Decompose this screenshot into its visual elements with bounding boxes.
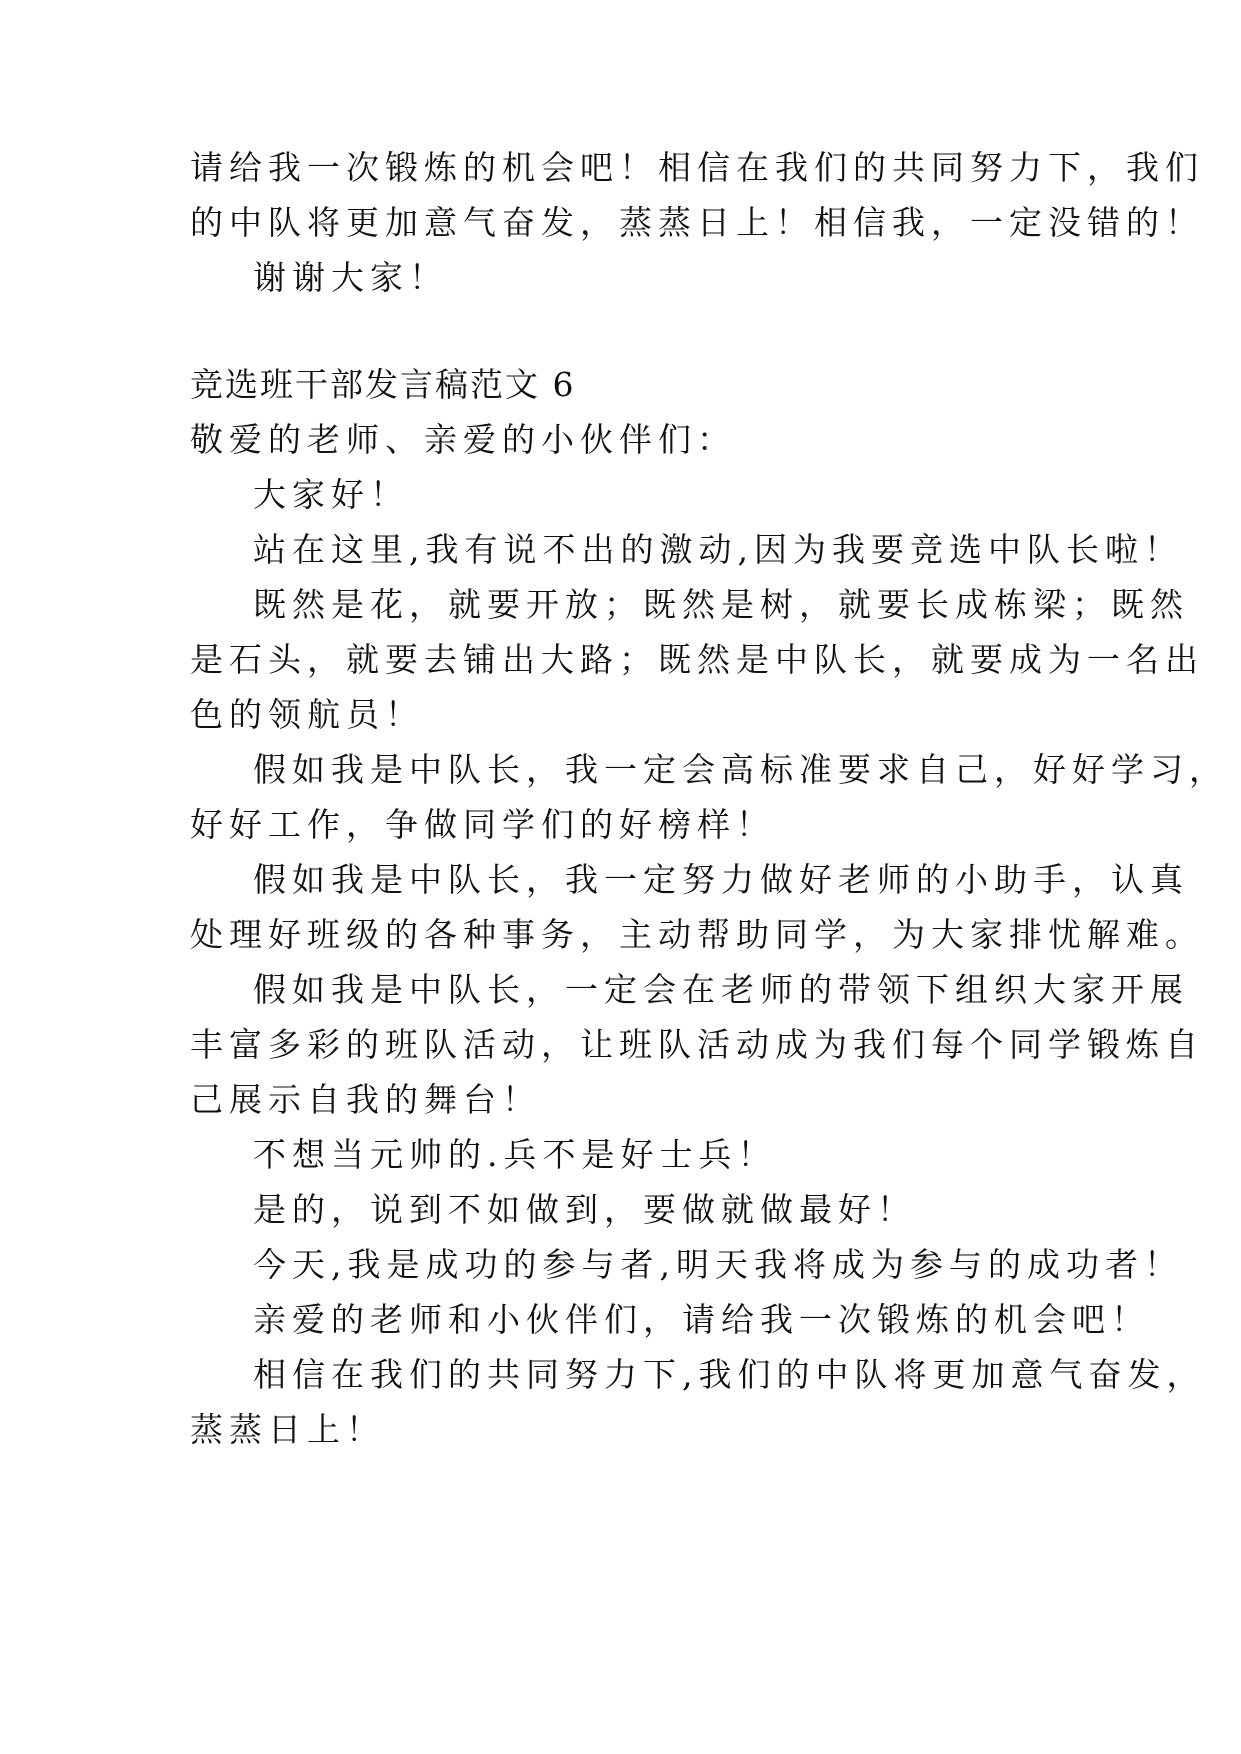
body-line: 是的，说到不如做到，要做就做最好！ — [253, 1190, 916, 1229]
body-line: 蒸蒸日上！ — [190, 1410, 385, 1449]
body-line: 好好工作，争做同学们的好榜样！ — [190, 805, 775, 844]
body-line: 假如我是中队长，一定会在老师的带领下组织大家开展 — [253, 970, 1189, 1009]
salutation: 敬爱的老师、亲爱的小伙伴们： — [190, 420, 736, 459]
section-title: 竞选班干部发言稿范文 6 — [190, 365, 576, 404]
body-line: 假如我是中队长，我一定会高标准要求自己，好好学习， — [253, 750, 1228, 789]
body-line: 今天,我是成功的参与者,明天我将成为参与的成功者！ — [253, 1245, 1183, 1284]
intro-line-thanks: 谢谢大家！ — [253, 258, 448, 297]
body-line: 己展示自我的舞台！ — [190, 1080, 541, 1119]
body-line: 大家好！ — [253, 475, 409, 514]
intro-line-2: 的中队将更加意气奋发，蒸蒸日上！相信我，一定没错的！ — [190, 203, 1204, 242]
body-line: 色的领航员！ — [190, 695, 424, 734]
body-line: 丰富多彩的班队活动，让班队活动成为我们每个同学锻炼自 — [190, 1025, 1204, 1064]
body-line: 亲爱的老师和小伙伴们，请给我一次锻炼的机会吧！ — [253, 1300, 1150, 1339]
body-line: 相信在我们的共同努力下,我们的中队将更加意气奋发， — [253, 1355, 1206, 1394]
body-line: 不想当元帅的.兵不是好士兵！ — [253, 1135, 777, 1174]
body-line: 站在这里,我有说不出的激动,因为我要竞选中队长啦！ — [253, 530, 1183, 569]
body-line: 处理好班级的各种事务，主动帮助同学，为大家排忧解难。 — [190, 915, 1204, 954]
body-line: 假如我是中队长，我一定努力做好老师的小助手，认真 — [253, 860, 1189, 899]
intro-line-1: 请给我一次锻炼的机会吧！相信在我们的共同努力下，我们 — [190, 148, 1204, 187]
body-line: 是石头，就要去铺出大路；既然是中队长，就要成为一名出 — [190, 640, 1204, 679]
body-line: 既然是花，就要开放；既然是树，就要长成栋梁；既然 — [253, 585, 1189, 624]
